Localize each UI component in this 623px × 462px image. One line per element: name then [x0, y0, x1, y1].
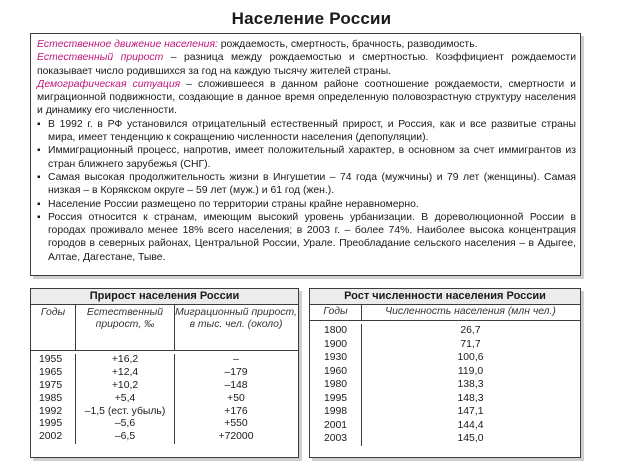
definition-demographic-situation [37, 78, 576, 118]
definition-natural-movement [37, 38, 576, 51]
growth-table-title: Прирост населения России [31, 289, 298, 305]
header-years: Годы [310, 305, 362, 320]
table-cell: 1960 [323, 365, 348, 377]
table-cell: – [233, 354, 239, 365]
table-cell: 148,3 [457, 392, 484, 404]
years-column [31, 354, 76, 444]
growth-table-header [31, 305, 298, 351]
table-cell: –6,5 [114, 431, 136, 443]
bullet-item: ▪ Самая высокая продолжительность жизни в Ингушетии – 74 года (мужчины) и 79 лет (женщины). Самая низкая – в Корякском округе – 59 лет (муж.) и 61 год (жен.). [37, 171, 576, 198]
header-years: Годы [31, 305, 76, 350]
table-cell: –179 [224, 366, 248, 378]
term: Естественный прирост [37, 52, 164, 64]
years-column [310, 324, 362, 446]
growth-table-body [31, 351, 298, 444]
table-cell: –1,5 (ест. убыль) [84, 405, 166, 417]
definition-text: рождаемость, смертность, брачность, разводимость. [217, 39, 478, 50]
table-cell: 119,0 [457, 365, 484, 377]
population-table [309, 288, 581, 458]
table-cell: 100,6 [457, 352, 484, 363]
table-cell: 147,1 [457, 406, 484, 417]
definition-text: – разница между рождаемостью и смертностью. Коэффициент рождаемости показывает число родившихся за год на каждую тысячу жителей страны. [37, 52, 577, 77]
bullet-item: ▪ В 1992 г. в РФ установился отрицательный естественный прирост, и Россия, как и все развитые страны мира, имеет тенденцию к сокращению численности населения (депопуляции). [37, 118, 576, 145]
table-cell: 2001 [323, 419, 348, 431]
header-population: Численность населения (млн чел.) [385, 306, 556, 317]
definitions-box [30, 33, 581, 276]
table-cell: 1800 [323, 325, 348, 336]
migration-growth-column [175, 354, 297, 444]
table-cell: +550 [224, 418, 248, 430]
page-title: Население России [231, 9, 392, 28]
natural-growth-column [76, 354, 175, 444]
table-cell: –5,6 [114, 418, 136, 430]
table-cell: 26,7 [460, 325, 481, 336]
table-cell: 1965 [39, 366, 63, 378]
table-cell: 1998 [323, 406, 348, 417]
table-cell: 1975 [39, 379, 63, 391]
table-cell: +72000 [218, 431, 254, 443]
table-cell: 1955 [39, 354, 63, 365]
term: Демографическая ситуация [37, 78, 181, 90]
table-cell: 2003 [323, 433, 348, 444]
table-cell: 145,0 [457, 433, 484, 444]
table-cell: 1980 [323, 379, 348, 390]
population-table-body [310, 321, 580, 446]
table-cell: –148 [224, 379, 248, 391]
growth-table [30, 288, 299, 458]
table-cell: 2002 [39, 431, 63, 443]
table-cell: 1995 [323, 392, 348, 404]
population-table-title: Рост численности населения России [310, 289, 580, 305]
table-cell: +12,4 [111, 366, 139, 378]
definition-natural-growth [37, 51, 576, 78]
table-cell: 71,7 [460, 338, 481, 350]
table-cell: 1900 [323, 338, 348, 350]
header-migration-growth: Миграционный прирост, в тыс. чел. (около) [175, 307, 297, 330]
table-cell: +176 [224, 405, 248, 417]
table-cell: +16,2 [111, 354, 139, 365]
bullet-item: ▪ Россия относится к странам, имеющим высокий уровень урбанизации. В дореволюционной России в городах проживало менее 18% всего населения; в 2003 г. – более 74%. Наиболее высока концентрация городов в северных районах, Центральной России, Урале. Преобладание сельского населения – в Адыгее, Алтае, Дагестане, Тыве. [37, 211, 576, 264]
table-cell: +10,2 [111, 379, 139, 391]
table-cell: 138,3 [457, 379, 484, 390]
population-table-header [310, 305, 580, 321]
header-natural-growth: Естественный прирост, ‰ [76, 305, 175, 350]
table-cell: 1985 [39, 392, 63, 404]
definition-text: – сложившееся в данном районе соотношение рождаемости, смертности и миграционной подвижности, создающие в данное время определенную половозрастную структуру населения и динамику его численности. [37, 78, 576, 117]
table-cell: 1930 [323, 352, 348, 363]
table-cell: 1992 [39, 405, 63, 417]
bullet-item: ▪ Население России размещено по территории страны крайне неравномерно. [37, 198, 576, 211]
term: Естественное движение населения: [37, 39, 218, 50]
table-cell: +5,4 [114, 392, 136, 404]
table-cell: 1995 [39, 418, 63, 430]
population-column [362, 324, 579, 446]
bullet-item: ▪ Иммиграционный процесс, напротив, имеет положительный характер, в основном за счет иммигрантов из стран ближнего зарубежья (СНГ). [37, 144, 576, 171]
table-cell: +50 [227, 392, 245, 404]
table-cell: 144,4 [457, 419, 484, 431]
